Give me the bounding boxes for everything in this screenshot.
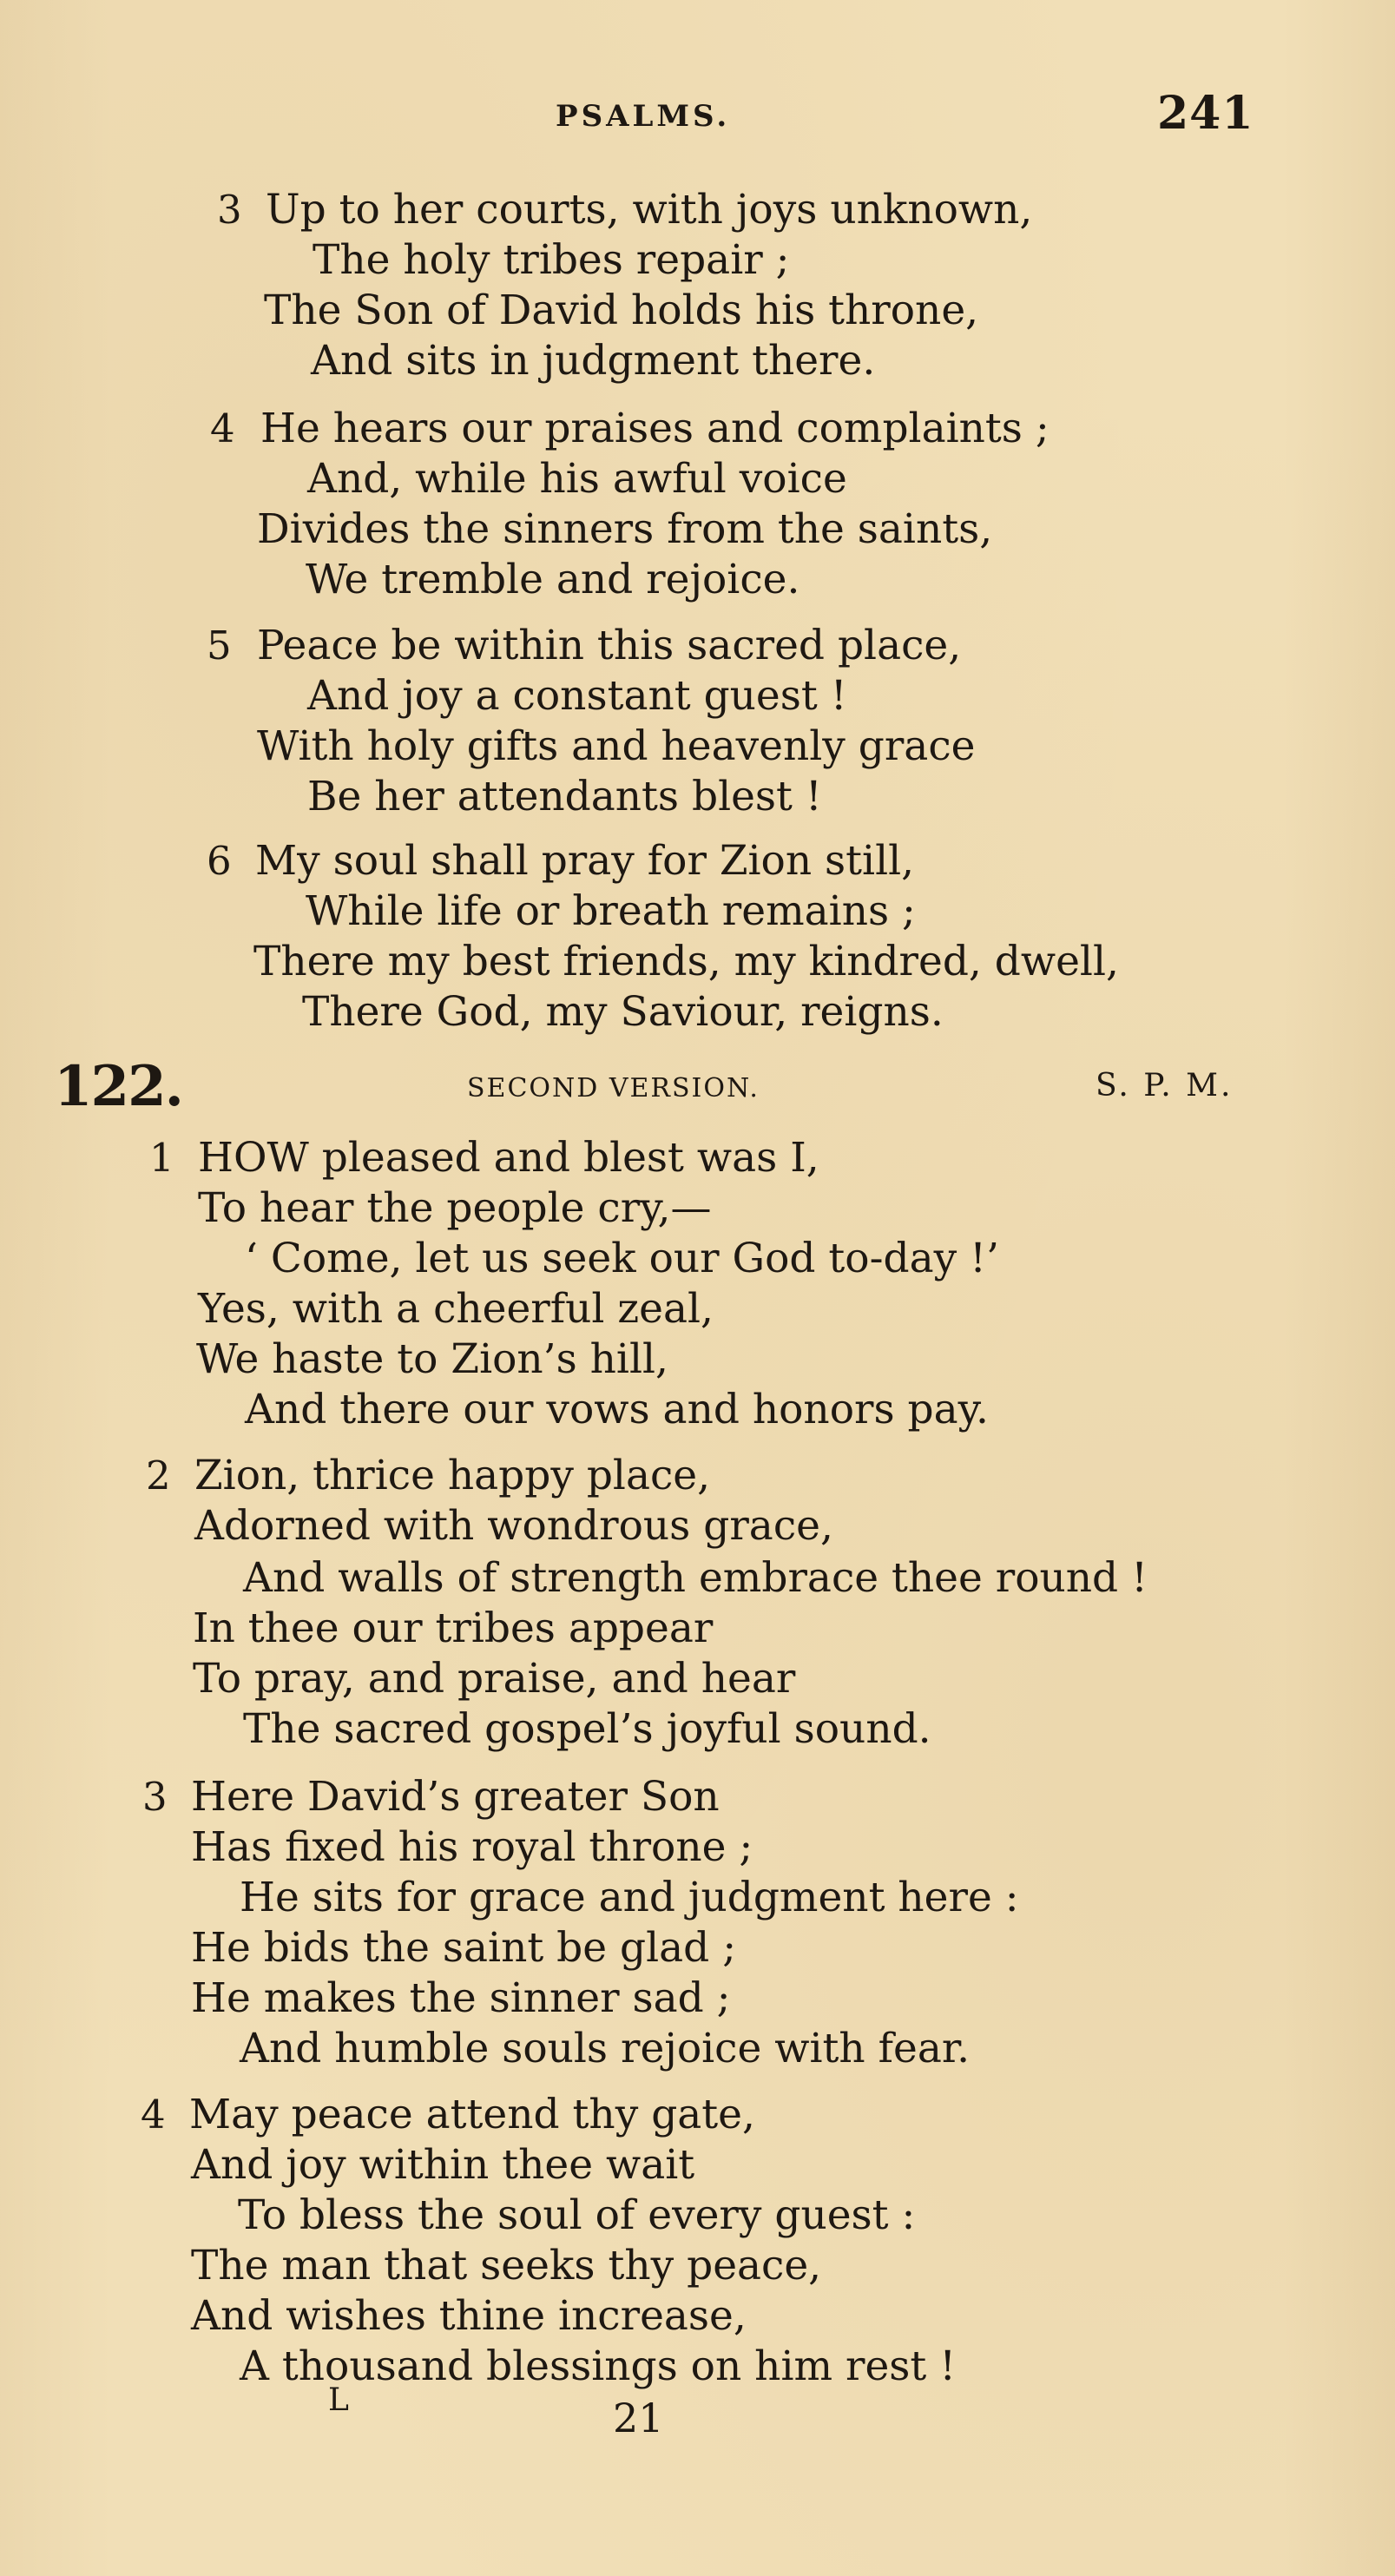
verse-line: Peace be within this sacred place, [257, 622, 962, 669]
stanza-number: 4 [141, 2092, 166, 2138]
meter-label: S. P. M. [1096, 1068, 1234, 1104]
version-label: SECOND VERSION. [467, 1073, 760, 1104]
verse-line: Up to her courts, with joys unknown, [266, 186, 1033, 234]
verse-line: And humble souls rejoice with fear. [240, 2025, 971, 2072]
verse-line: He hears our praises and complaints ; [260, 405, 1050, 452]
page-number: 241 [1157, 87, 1254, 140]
verse-line: To bless the soul of every guest : [238, 2191, 916, 2239]
hymn-header [0, 1054, 1395, 1122]
verse-line: The holy tribes repair ; [313, 236, 790, 284]
stanza-number: 2 [146, 1453, 171, 1499]
verse-line: And wishes thine increase, [191, 2292, 747, 2340]
verse-line: We tremble and rejoice. [306, 556, 800, 603]
verse-line: HOW pleased and blest was I, [198, 1134, 819, 1182]
verse-line: He bids the saint be glad ; [191, 1924, 737, 1972]
verse-line: While life or breath remains ; [306, 887, 916, 935]
stanza-number: 4 [210, 405, 235, 451]
verse-line: May peace attend thy gate, [189, 2091, 755, 2138]
hymn-number: 122. [54, 1054, 182, 1119]
verse-line: In thee our tribes appear [193, 1604, 714, 1652]
verse-line: ‘ Come, let us seek our God to-day !’ [245, 1235, 999, 1282]
verse-line: Yes, with a cheerful zeal, [198, 1285, 714, 1333]
stanza-number: 3 [142, 1774, 168, 1820]
verse-line: Zion, thrice happy place, [194, 1452, 711, 1499]
stanza-number: 6 [207, 838, 232, 884]
verse-line: We haste to Zion’s hill, [196, 1335, 668, 1383]
stanza-number: 3 [217, 187, 242, 233]
verse-line: My soul shall pray for Zion still, [255, 837, 915, 885]
stanza-number: 1 [149, 1135, 174, 1181]
verse-line: The sacred gospel’s joyful sound. [243, 1705, 931, 1753]
verse-line: With holy gifts and heavenly grace [257, 722, 976, 770]
verse-line: Adorned with wondrous grace, [194, 1502, 833, 1550]
verse-line: And walls of strength embrace thee round ! [243, 1554, 1148, 1602]
verse-line: A thousand blessings on him rest ! [240, 2342, 957, 2390]
sheet-number: 21 [613, 2395, 664, 2441]
verse-line: Divides the sinners from the saints, [257, 505, 993, 553]
verse-line: And joy within thee wait [191, 2141, 695, 2189]
verse-line: The Son of David holds his throne, [264, 287, 979, 334]
verse-line: To hear the people cry,— [198, 1184, 712, 1232]
verse-line: And sits in judgment there. [311, 337, 876, 385]
verse-line: He sits for grace and judgment here : [240, 1874, 1019, 1921]
verse-line: There God, my Saviour, reigns. [302, 988, 944, 1036]
verse-line: He makes the sinner sad ; [191, 1974, 731, 2022]
verse-line: Has fixed his royal throne ; [191, 1823, 753, 1871]
verse-line: The man that seeks thy peace, [191, 2242, 822, 2289]
running-title: PSALMS. [556, 99, 731, 134]
verse-line: There my best friends, my kindred, dwell, [253, 938, 1119, 985]
verse-line: To pray, and praise, and hear [193, 1655, 796, 1703]
verse-line: And joy a constant guest ! [307, 672, 847, 720]
running-head [0, 87, 1395, 144]
signature-mark: L [328, 2382, 349, 2418]
verse-line: Be her attendants blest ! [307, 773, 822, 820]
stanza-number: 5 [207, 623, 232, 669]
verse-line: And, while his awful voice [307, 455, 847, 503]
verse-line: Here David’s greater Son [191, 1773, 720, 1821]
verse-line: And there our vows and honors pay. [245, 1386, 989, 1433]
